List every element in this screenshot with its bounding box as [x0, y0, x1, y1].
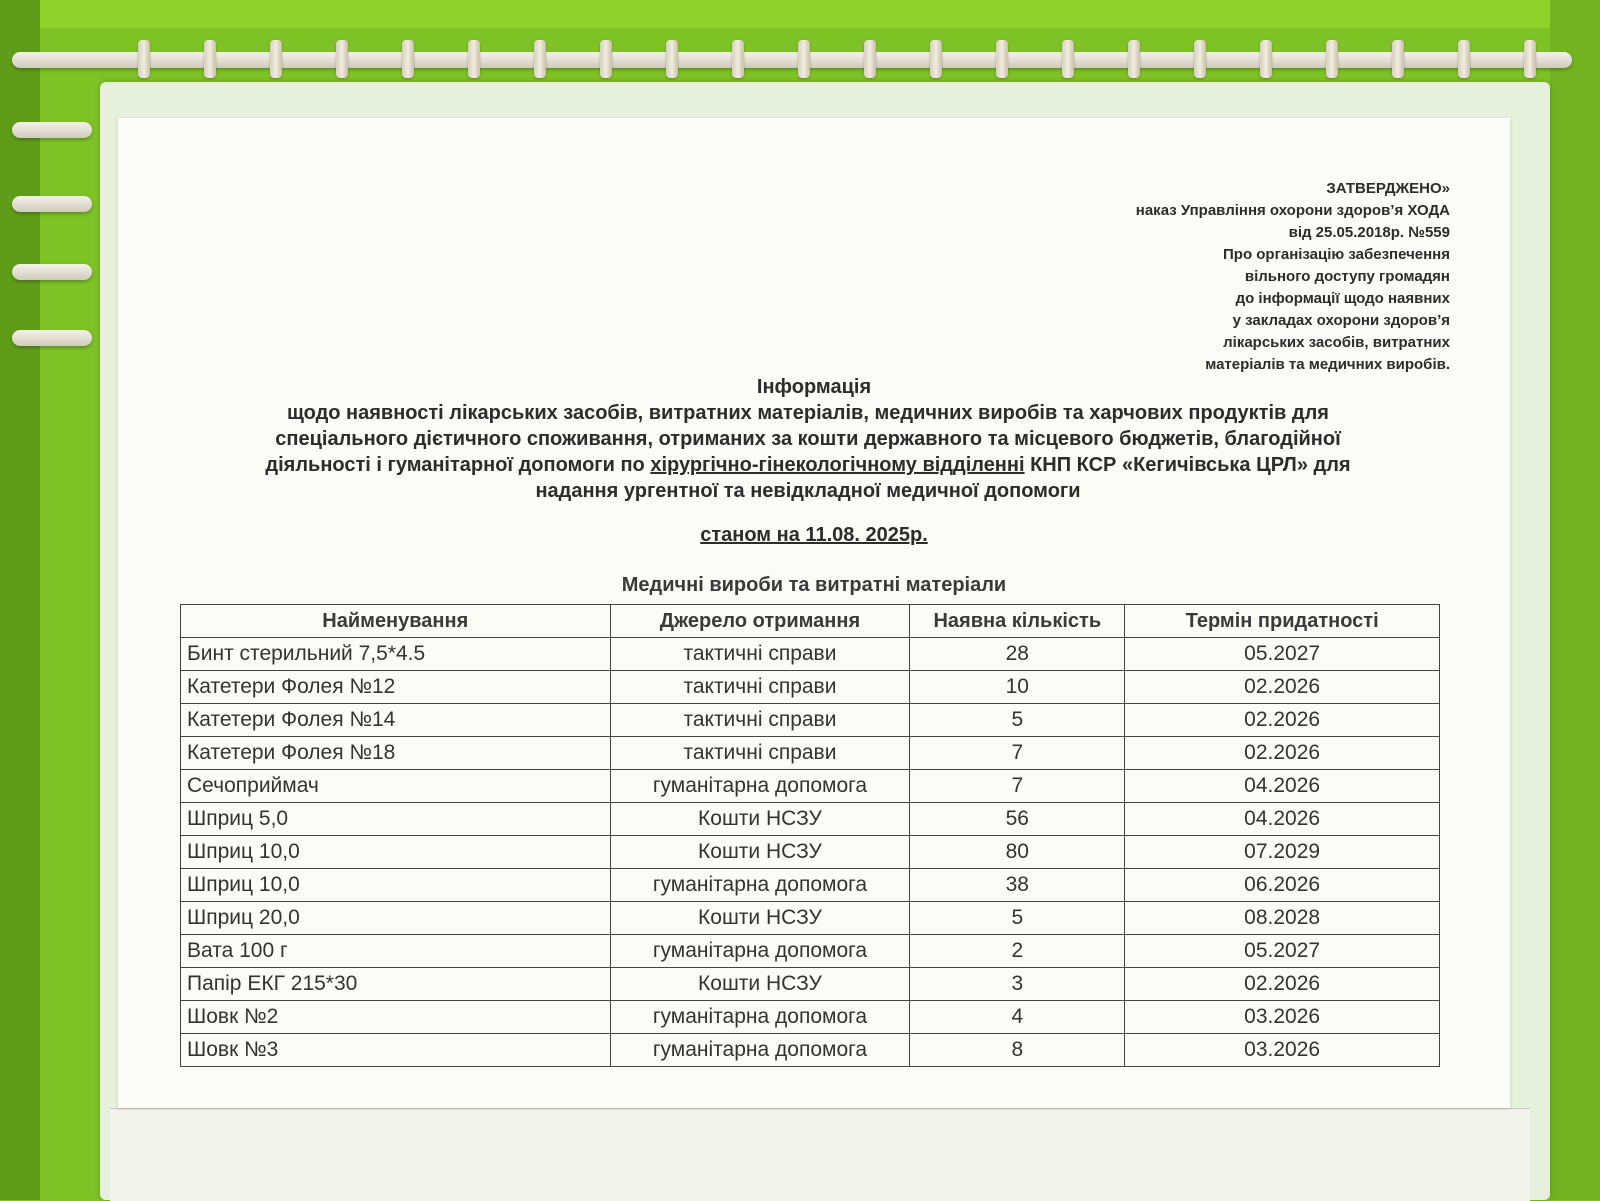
cell-source: гуманітарна допомога: [610, 1001, 910, 1034]
column-header: Найменування: [181, 605, 611, 638]
info-line: спеціального дієтичного споживання, отриманих за кошти державного та місцевого бюджетів, благодійної: [275, 428, 1341, 450]
binder-ring: [996, 40, 1008, 78]
cell-source: тактичні справи: [610, 638, 910, 671]
binder-ring: [666, 40, 678, 78]
column-header: Термін придатності: [1125, 605, 1440, 638]
cell-quantity: 80: [910, 836, 1125, 869]
binder-ring: [270, 40, 282, 78]
cell-name: Папір ЕКГ 215*30: [181, 968, 611, 1001]
cell-name: Шприц 20,0: [181, 902, 611, 935]
cell-expiry: 02.2026: [1125, 737, 1440, 770]
board-right-panel: [1550, 0, 1600, 1200]
cell-name: Шприц 10,0: [181, 836, 611, 869]
supplies-table: [180, 604, 1440, 1067]
board-top-strip: [40, 0, 1600, 28]
cell-name: Катетери Фолея №18: [181, 737, 611, 770]
cell-source: тактичні справи: [610, 737, 910, 770]
approval-line: лікарських засобів, витратних: [1223, 334, 1450, 351]
info-title: Інформація: [756, 376, 872, 398]
info-line: щодо наявності лікарських засобів, витратних матеріалів, медичних виробів та харчових продуктів для: [287, 402, 1329, 424]
info-line: надання ургентної та невідкладної медичної допомоги: [535, 480, 1081, 502]
approval-line: матеріалів та медичних виробів.: [1205, 356, 1450, 373]
approval-line: у закладах охорони здоров’я: [1232, 312, 1450, 329]
sleeve-bottom-edge: [110, 1108, 1530, 1201]
table-row: [181, 737, 1440, 770]
table-row: [181, 770, 1440, 803]
cell-source: Кошти НСЗУ: [610, 902, 910, 935]
table-caption: Медичні вироби та витратні матеріали: [621, 574, 1007, 596]
cell-name: Бинт стерильний 7,5*4.5: [181, 638, 611, 671]
approval-line: від 25.05.2018р. №559: [1288, 224, 1450, 241]
cell-source: гуманітарна допомога: [610, 935, 910, 968]
table-row: [181, 638, 1440, 671]
binder-rod-side: [12, 264, 92, 280]
binder-rod-side: [12, 196, 92, 212]
cell-expiry: 04.2026: [1125, 770, 1440, 803]
binder-ring: [468, 40, 480, 78]
binder-ring: [600, 40, 612, 78]
binder-ring: [534, 40, 546, 78]
cell-quantity: 3: [910, 968, 1125, 1001]
binder-ring: [1326, 40, 1338, 78]
info-description: [148, 400, 1468, 504]
table-row: [181, 803, 1440, 836]
binder-ring: [1392, 40, 1404, 78]
cell-expiry: 03.2026: [1125, 1001, 1440, 1034]
table-row: [181, 968, 1440, 1001]
approval-line: наказ Управління охорони здоров’я ХОДА: [1135, 202, 1450, 219]
cell-quantity: 28: [910, 638, 1125, 671]
binder-ring: [930, 40, 942, 78]
cell-quantity: 5: [910, 902, 1125, 935]
table-header-row: [181, 605, 1440, 638]
binder-ring: [1260, 40, 1272, 78]
cell-source: тактичні справи: [610, 704, 910, 737]
cell-source: Кошти НСЗУ: [610, 968, 910, 1001]
cell-quantity: 4: [910, 1001, 1125, 1034]
cell-quantity: 2: [910, 935, 1125, 968]
department-name: хірургічно-гінекологічному відділенні: [650, 454, 1025, 476]
binder-ring: [864, 40, 876, 78]
binder-rod: [12, 52, 1572, 68]
approval-line: ЗАТВЕРДЖЕНО»: [1326, 180, 1450, 197]
table-row: [181, 671, 1440, 704]
binder-ring: [336, 40, 348, 78]
table-row: [181, 836, 1440, 869]
info-line: [148, 452, 1468, 478]
cell-quantity: 7: [910, 770, 1125, 803]
cell-name: Шприц 5,0: [181, 803, 611, 836]
binder-ring: [1062, 40, 1074, 78]
cell-name: Шприц 10,0: [181, 869, 611, 902]
binder-ring: [402, 40, 414, 78]
cell-expiry: 08.2028: [1125, 902, 1440, 935]
cell-expiry: 02.2026: [1125, 704, 1440, 737]
cell-quantity: 8: [910, 1034, 1125, 1067]
binder-ring: [1524, 40, 1536, 78]
cell-source: Кошти НСЗУ: [610, 803, 910, 836]
approval-block: [890, 178, 1450, 376]
binder-ring: [1128, 40, 1140, 78]
status-date: станом на 11.08. 2025р.: [700, 524, 928, 546]
approval-line: до інформації щодо наявних: [1235, 290, 1450, 307]
table-row: [181, 704, 1440, 737]
binder-ring: [138, 40, 150, 78]
table-row: [181, 1034, 1440, 1067]
info-line-part: діяльності і гуманітарної допомоги по: [265, 454, 651, 476]
cell-name: Катетери Фолея №14: [181, 704, 611, 737]
cell-expiry: 07.2029: [1125, 836, 1440, 869]
approval-line: Про організацію забезпечення: [1223, 246, 1450, 263]
approval-line: вільного доступу громадян: [1244, 268, 1450, 285]
cell-name: Шовк №3: [181, 1034, 611, 1067]
cell-name: Вата 100 г: [181, 935, 611, 968]
document-sheet: [118, 118, 1510, 1108]
table-row: [181, 869, 1440, 902]
cell-source: гуманітарна допомога: [610, 1034, 910, 1067]
binder-ring: [1458, 40, 1470, 78]
cell-quantity: 5: [910, 704, 1125, 737]
board-left-panel: [0, 0, 40, 1200]
table-row: [181, 935, 1440, 968]
cell-expiry: 02.2026: [1125, 671, 1440, 704]
column-header: Наявна кількість: [910, 605, 1125, 638]
binder-ring: [204, 40, 216, 78]
cell-source: гуманітарна допомога: [610, 770, 910, 803]
cell-expiry: 05.2027: [1125, 935, 1440, 968]
cell-source: Кошти НСЗУ: [610, 836, 910, 869]
cell-expiry: 05.2027: [1125, 638, 1440, 671]
binder-rod-side: [12, 330, 92, 346]
column-header: Джерело отримання: [610, 605, 910, 638]
cell-expiry: 06.2026: [1125, 869, 1440, 902]
cell-source: гуманітарна допомога: [610, 869, 910, 902]
binder-ring: [798, 40, 810, 78]
cell-name: Сечоприймач: [181, 770, 611, 803]
cell-expiry: 02.2026: [1125, 968, 1440, 1001]
cell-quantity: 56: [910, 803, 1125, 836]
binder-ring: [1194, 40, 1206, 78]
binder-rod-side: [12, 122, 92, 138]
cell-quantity: 10: [910, 671, 1125, 704]
table-row: [181, 902, 1440, 935]
cell-expiry: 04.2026: [1125, 803, 1440, 836]
table-row: [181, 1001, 1440, 1034]
cell-expiry: 03.2026: [1125, 1034, 1440, 1067]
info-line-part: КНП КСР «Кегичівська ЦРЛ» для: [1024, 454, 1351, 476]
cell-name: Шовк №2: [181, 1001, 611, 1034]
binder-ring: [732, 40, 744, 78]
cell-source: тактичні справи: [610, 671, 910, 704]
cell-quantity: 38: [910, 869, 1125, 902]
cell-name: Катетери Фолея №12: [181, 671, 611, 704]
cell-quantity: 7: [910, 737, 1125, 770]
